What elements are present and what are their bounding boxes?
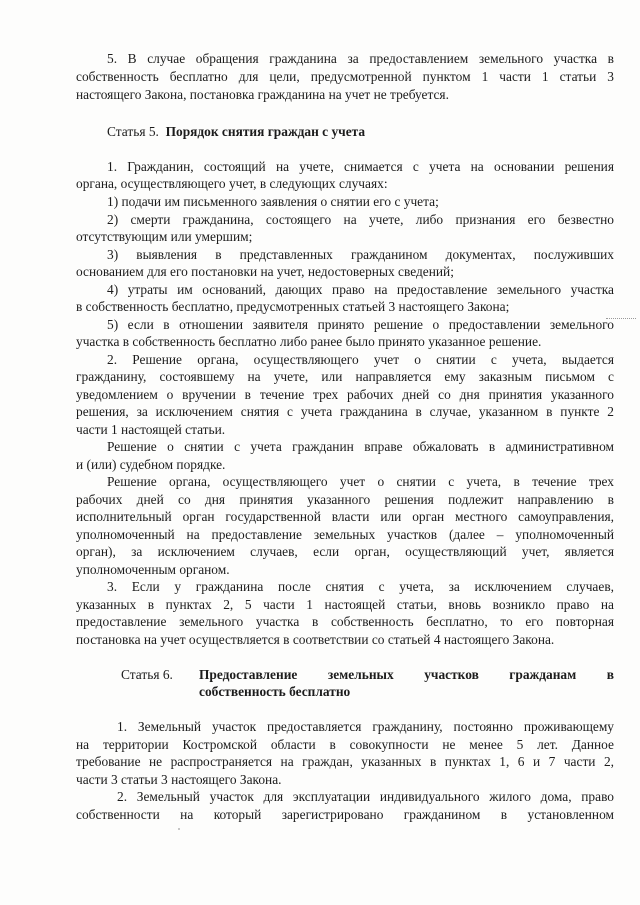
a5-case-4-line-2: в собственность бесплатно, предусмотренных статьей 3 настоящего Закона; (76, 299, 510, 314)
article5-number: Статья 5. (107, 124, 159, 139)
article6-title-word-5: в (606, 667, 614, 682)
article6-number: Статья 6. (121, 667, 173, 682)
a5-p4-line-6: уполномоченным органом. (76, 562, 230, 577)
a5-p5-line-3: предоставление земельного участка в собственность бесплатно, то его повторная (76, 614, 614, 629)
a5-case-5-line-2: участка в собственность бесплатно либо ранее было принято указанное решение. (76, 334, 542, 349)
a5-case-2-line-2: отсутствующим или умершим; (76, 229, 253, 244)
a5-p2-line-4: решения, за исключением снятия с учета гражданина в случае, указанном в пункте 2 (76, 404, 614, 419)
article5-heading (107, 123, 507, 140)
a6-p1-line-4: части 3 статьи 3 настоящего Закона. (76, 772, 282, 787)
a5-p2-line-1: 2. Решение органа, осуществляющего учет о снятии с учета, выдается (107, 352, 614, 367)
a5-p1-line-1: 1. Гражданин, состоящий на учете, снимается с учета на основании решения (107, 159, 614, 174)
article6-title-word-3: участков (424, 667, 479, 682)
a5-case-4-line-1: 4) утраты им оснований, дающих право на предоставление земельного участка (107, 282, 614, 297)
a5-p4-line-3: исполнительный орган государственной власти или орган местного самоуправления, (76, 509, 614, 524)
a5-case-1: 1) подачи им письменного заявления о снятии его с учета; (107, 194, 439, 209)
article6-title-word-4: гражданам (509, 667, 577, 682)
item5-line-2: собственность бесплатно для цели, предусмотренной пунктом 1 части 1 статьи 3 (76, 69, 614, 84)
scan-artifact-line (606, 318, 636, 320)
article6-title-word-1: Предоставление (199, 667, 298, 682)
a5-p2-line-2: гражданину, состоявшему на учете, или направляется ему заказным письмом с (76, 369, 614, 384)
article5-title: Порядок снятия граждан с учета (165, 124, 366, 139)
a5-p3-line-2: и (или) судебном порядке. (76, 457, 226, 472)
a5-case-2-line-1: 2) смерти гражданина, состоящего на учете, либо признания его безвестно (107, 212, 614, 227)
a5-p1-line-2: органа, осуществляющего учет, в следующих случаях: (76, 176, 388, 191)
item5-line-3: настоящего Закона, постановка гражданина на учет не требуется. (76, 87, 449, 102)
a5-p4-line-4: уполномоченный на предоставление земельных участков (далее – уполномоченный (76, 527, 614, 542)
article6-title-line-2: собственность бесплатно (199, 684, 351, 699)
a5-p4-line-1: Решение органа, осуществляющего учет о снятии с учета, в течение трех (107, 474, 614, 489)
a5-case-5-line-1: 5) если в отношении заявителя принято решение о предоставлении земельного (107, 317, 614, 332)
a6-p1-line-1: 1. Земельный участок предоставляется гражданину, постоянно проживающему (117, 719, 614, 734)
a5-p5-line-1: 3. Если у гражданина после снятия с учета, за исключением случаев, (107, 579, 614, 594)
a5-p5-line-2: указанных в пунктах 2, 5 части 1 настоящей статьи, вновь возникло право на (76, 597, 614, 612)
article6-title-word-2: земельных (327, 667, 394, 682)
a5-case-3-line-2: основанием для его постановки на учет, недостоверных сведений; (76, 264, 454, 279)
a5-p4-line-2: рабочих дней со дня принятия указанного решения подлежит направлению в (76, 492, 614, 507)
scan-artifact-dot (178, 828, 180, 830)
a5-p4-line-5: орган), за исключением случаев, если орган, осуществляющий учет, является (76, 544, 614, 559)
a6-p1-line-2: на территории Костромской области в совокупности не менее 5 лет. Данное (76, 737, 614, 752)
item5-line-1: 5. В случае обращения гражданина за предоставлением земельного участка в (107, 51, 614, 66)
a5-p5-line-4: постановка на учет осуществляется в соответствии со статьей 4 настоящего Закона. (76, 632, 555, 647)
a5-p3-line-1: Решение о снятии с учета гражданин вправе обжаловать в административном (107, 439, 614, 454)
article6-title-line-1 (199, 666, 614, 683)
a6-p1-line-3: требование не распространяется на граждан, указанных в пунктах 1, 6 и 7 части 2, (76, 754, 614, 769)
a5-p2-line-3: уведомлением о вручении в течение трех рабочих дней со дня принятия указанного (76, 387, 614, 402)
a6-p2-line-2: собственности на который зарегистрировано гражданином в установленном (76, 807, 614, 822)
a5-case-3-line-1: 3) выявления в представленных гражданином документах, послуживших (107, 247, 614, 262)
a5-p2-line-5: части 1 настоящей статьи. (76, 422, 226, 437)
a6-p2-line-1: 2. Земельный участок для эксплуатации индивидуального жилого дома, право (117, 789, 614, 804)
